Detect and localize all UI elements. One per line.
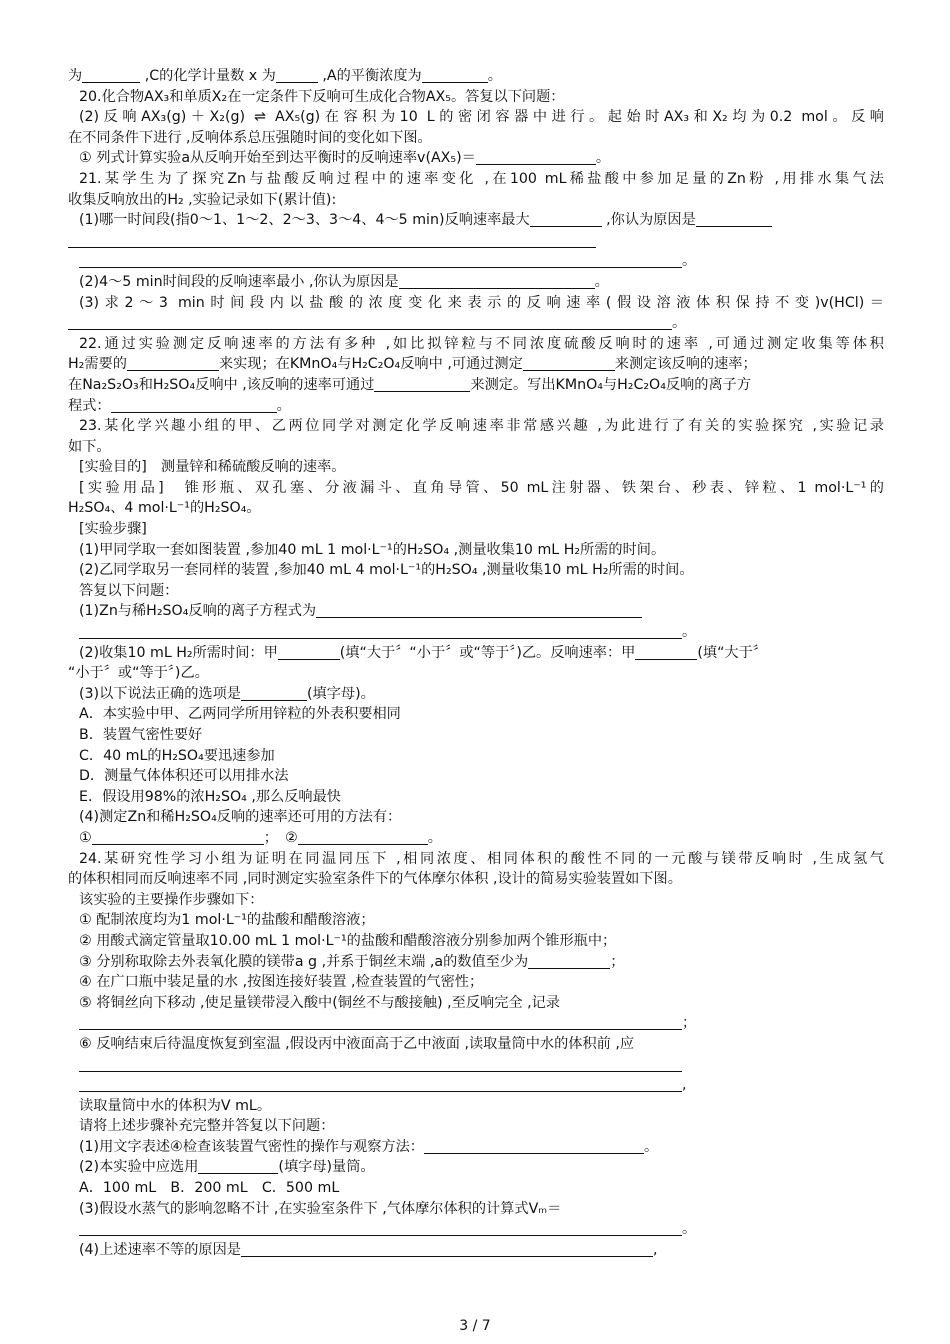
text-line: (1)哪一时间段(指0～1、1～2、2～3、3～4、4～5 min)反响速率最大 ,你认为原因是 (68, 210, 884, 231)
answer-line (68, 231, 884, 252)
text-line: ① 列式计算实验a从反响开始至到达平衡时的反响速率v(AX₅)＝ 。 (79, 150, 611, 167)
text-line: 请将上述步骤补充完整并答复以下问题： (79, 1118, 335, 1135)
answer-line: ； (68, 1013, 884, 1034)
document-body (68, 66, 884, 1260)
text-line: (1)甲同学取一套如图装置 ,参加40 mL 1 mol·L⁻¹的H₂SO₄ ,测量收集10 mL H₂所需的时间。 (79, 541, 666, 558)
question-23-title: 23.某化学兴趣小组的甲、乙两位同学对测定化学反响速率非常感兴趣 ,为此进行了有关的实验探究 ,实验记录 (79, 418, 884, 435)
text-line: ① ； ② 。 (79, 829, 442, 846)
text-line: (3)以下说法正确的选项是 (填字母)。 (79, 685, 375, 702)
text-line: “小于〞或“等于〞)乙。 (68, 665, 209, 682)
text-line: (3)假设水蒸气的影响忽略不计 ,在实验室条件下 ,气体摩尔体积的计算式Vₘ＝ (79, 1200, 562, 1217)
text-line: (2)反响AX₃(g)＋X₂(g) ⇌ AX₅(g)在容积为10 L的密闭容器中进行。起始时AX₃和X₂均为0.2 mol。反响 (79, 109, 884, 126)
option-b: B．装置气密性要好 (79, 727, 203, 743)
question-24-title: 24.某研究性学习小组为证明在同温同压下 ,相同浓度、相同体积的酸性不同的一元酸与镁带反响时 ,生成氢气 (79, 850, 884, 867)
text-line: (4)上述速率不等的原因是 , (79, 1241, 658, 1258)
text-line: [实验用品] 锥形瓶、双孔塞、分液漏斗、直角导管、50 mL注射器、铁架台、秒表、锌粒、1 mol·L⁻¹的 (79, 479, 884, 496)
text-line: 程式： 。 (68, 397, 291, 414)
option-d: D．测量气体体积还可以用排水法 (79, 768, 289, 785)
text-line: (1)Zn与稀H₂SO₄反响的离子方程式为 (68, 601, 884, 622)
text-line: (2)本实验中应选用 (填字母)量筒。 (79, 1159, 375, 1176)
step-1: ① 配制浓度均为1 mol·L⁻¹的盐酸和醋酸溶液； (79, 912, 375, 929)
step-4: ④ 在广口瓶中装足量的水 ,按图连接好装置 ,检查装置的气密性； (79, 974, 484, 991)
question-21-title: 21.某学生为了探究Zn与盐酸反响过程中的速率变化 ,在100 mL稀盐酸中参加足量的Zn粉 ,用排水集气法 (79, 170, 884, 187)
text-line: 收集反响放出的H₂ ,实验记录如下(累计值): (68, 191, 337, 208)
text-line: (4)测定Zn和稀H₂SO₄反响的速率还可用的方法有： (79, 809, 402, 826)
text-line: (2)乙同学取另一套同样的装置 ,参加40 mL 4 mol·L⁻¹的H₂SO₄ ,测量收集10 mL H₂所需的时间。 (79, 562, 694, 579)
option-e: E．假设用98%的浓H₂SO₄ ,那么反响最快 (79, 788, 341, 805)
step-5: ⑤ 将铜丝向下移动 ,使足量镁带浸入酸中(铜丝不与酸接触) ,至反响完全 ,记录 (79, 994, 560, 1011)
text-line: 如下。 (68, 438, 111, 455)
text-line: (2)4～5 min时间段的反响速率最小 ,你认为原因是 。 (79, 273, 609, 290)
text-line: 答复以下问题： (79, 582, 179, 599)
answer-line: 。 (68, 622, 884, 643)
option-c: C．40 mL的H₂SO₄要迅速参加 (79, 747, 275, 764)
step-6: ⑥ 反响结束后待温度恢复到室温 ,假设丙中液面高于乙中液面 ,读取量筒中水的体积前 ,应 (79, 1035, 635, 1052)
question-20-title: 20.化合物AX₃和单质X₂在一定条件下反响可生成化合物AX₅。答复以下问题： (79, 88, 565, 105)
text-line: 在不同条件下进行 ,反响体系总压强随时间的变化如下图。 (68, 129, 432, 146)
text-line: [实验目的] 测量锌和稀硫酸反响的速率。 (79, 459, 346, 476)
option-a: A．本实验中甲、乙两同学所用锌粒的外表积要相同 (79, 706, 401, 723)
answer-line: 。 (68, 251, 884, 272)
text-line: [实验步骤] (79, 521, 147, 538)
text-line: 读取量筒中水的体积为V mL。 (79, 1097, 272, 1114)
question-22-title: 22.通过实验测定反响速率的方法有多种 ,如比拟锌粒与不同浓度硫酸反响时的速率 ,可通过测定收集等体积 (79, 335, 884, 352)
text-line: A．100 mL B．200 mL C．500 mL (79, 1180, 340, 1197)
page-number: 3 / 7 (459, 1318, 491, 1334)
step-2: ② 用酸式滴定管量取10.00 mL 1 mol·L⁻¹的盐酸和醋酸溶液分别参加两个锥形瓶中； (79, 932, 617, 949)
text-line: 为 ,C的化学计量数 x 为 ,A的平衡浓度为 。 (68, 68, 502, 84)
text-line: 在Na₂S₂O₃和H₂SO₄反响中 ,该反响的速率可通过 来测定。写出KMnO₄与H₂C₂O₄反响的离子方 (68, 376, 752, 393)
text-line: (2)收集10 mL H₂所需时间：甲 (填“大于〞“小于〞或“等于〞)乙。反响速率：甲 (填“大于〞 (79, 644, 767, 661)
text-line: H₂需要的 来实现；在KMnO₄与H₂C₂O₄反响中 ,可通过测定 来测定该反响的速率； (68, 356, 757, 373)
text-line: 该实验的主要操作步骤如下： (79, 891, 264, 908)
answer-line: 。 (68, 313, 884, 334)
text-line: H₂SO₄、4 mol·L⁻¹的H₂SO₄。 (68, 500, 261, 517)
text-line: (3)求2～3 min时间段内以盐酸的浓度变化来表示的反响速率(假设溶液体积保持不变)v(HCl)＝ (79, 294, 884, 311)
answer-line: 。 (68, 1219, 884, 1240)
text-line: (1)用文字表述④检查该装置气密性的操作与观察方法： 。 (79, 1138, 659, 1155)
answer-line: , (68, 1075, 884, 1096)
answer-line (68, 1055, 884, 1076)
step-3: ③ 分别称取除去外表氧化膜的镁带a g ,并系于铜丝末端 ,a的数值至少为 ； (79, 953, 625, 970)
text-line: 的体积相同而反响速率不同 ,同时测定实验室条件下的气体摩尔体积 ,设计的简易实验装置如下图。 (68, 871, 682, 888)
